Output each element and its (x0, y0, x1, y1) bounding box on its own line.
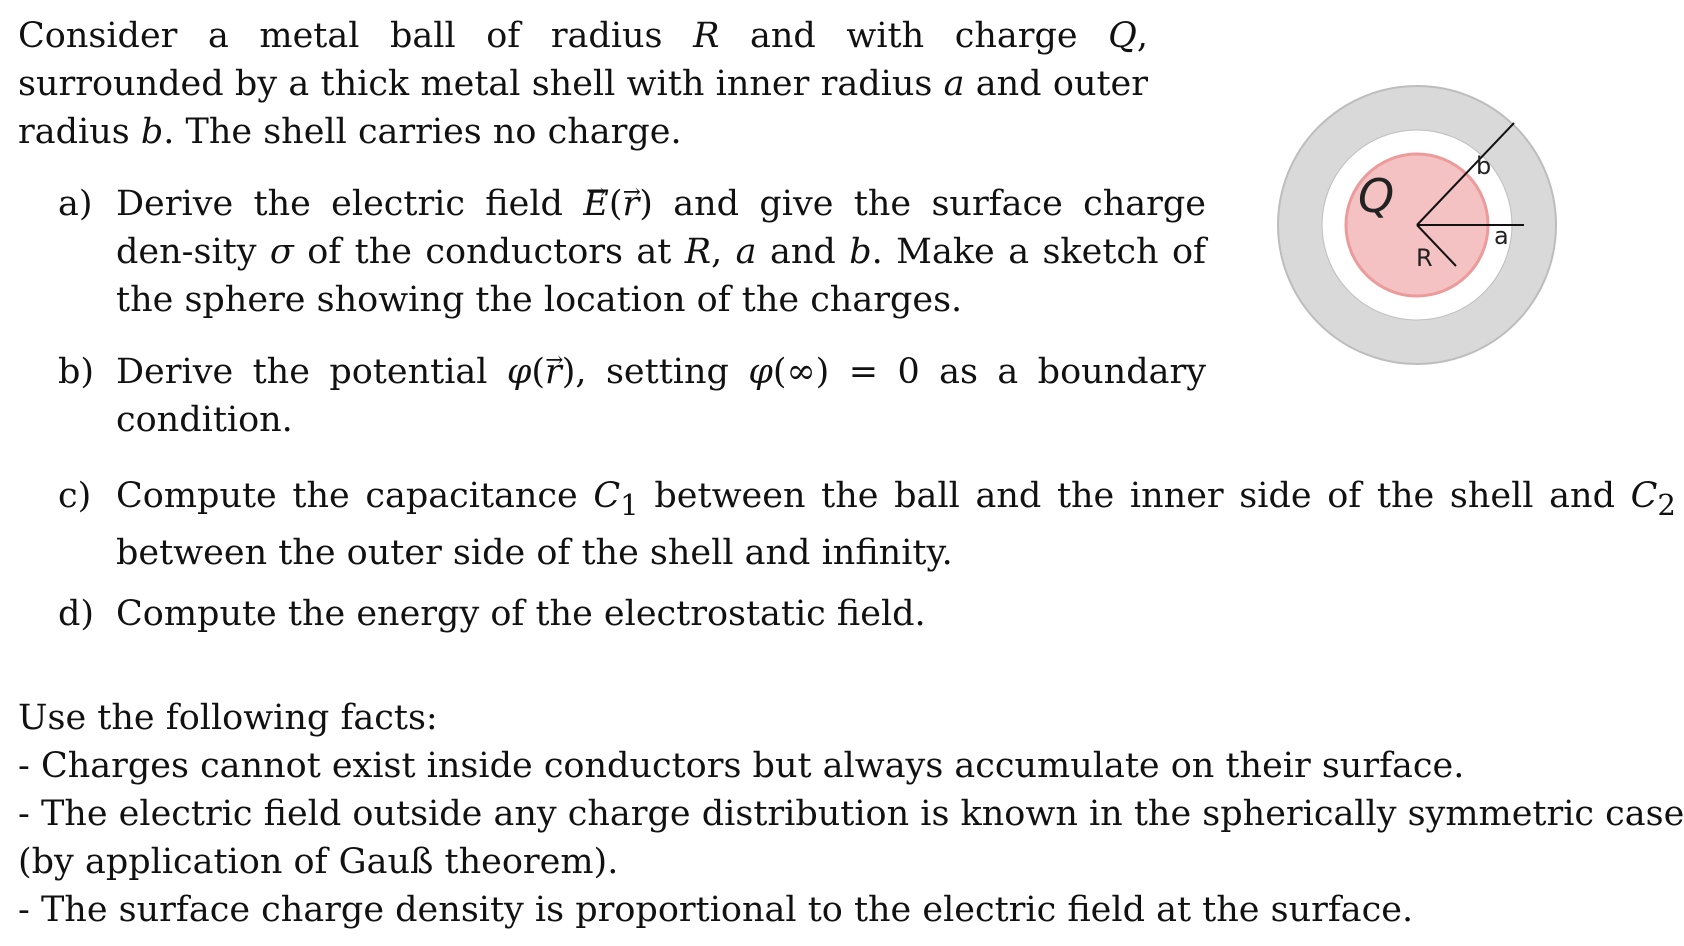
question-b-label: b) (58, 352, 95, 392)
symbol-r-vector: → r (623, 180, 640, 228)
question-b-text: Derive the potential φ(→ r), setting φ(∞) = 0 as a boundary condition. (116, 348, 1206, 444)
symbol-sigma: σ (269, 232, 294, 272)
fact-3: - The surface charge density is proportional to the electric field at the surface. (18, 890, 1414, 930)
question-a (58, 180, 1206, 324)
fact-2: - The electric field outside any charge distribution is known in the spherically symmetric case (18, 794, 1684, 834)
symbol-b: b (140, 112, 164, 152)
symbol-Q: Q (1108, 16, 1137, 56)
fact-2-continued: (by application of Gauß theorem). (18, 842, 619, 882)
symbol-C2: C (1630, 476, 1658, 516)
question-a-label: a) (58, 184, 93, 224)
facts-block (18, 694, 1684, 934)
symbol-C1: C (593, 476, 621, 516)
sphere-shell-diagram (1262, 70, 1572, 380)
symbol-R: R (693, 16, 720, 56)
question-d-label: d) (58, 594, 95, 634)
charge-label-Q: Q (1358, 169, 1395, 223)
question-d-text: Compute the energy of the electrostatic field. (116, 594, 926, 634)
facts-heading: Use the following facts: (18, 698, 438, 738)
question-d (58, 590, 1676, 638)
radius-label-a: a (1494, 222, 1509, 250)
question-c (58, 472, 1676, 577)
question-b (58, 348, 1206, 444)
symbol-E-vector: → E (583, 180, 609, 228)
question-c-label: c) (58, 476, 92, 516)
radius-label-b: b (1476, 152, 1492, 180)
question-c-text: Compute the capacitance $C_1$ between the ball and the inner side of the shell and $C_2$ between the outer side of the shell and infinity. (116, 476, 1676, 573)
radius-label-R: R (1416, 244, 1433, 272)
symbol-r-vector: → r (545, 348, 562, 396)
problem-intro: Consider a metal ball of radius R and with charge Q, surrounded by a thick metal shell with inner radius a and outer radius b. The shell carries no charge. (18, 16, 1148, 152)
question-a-text: Derive the electric field → E(→ r) and give the surface charge den-sity σ of the conductors at R, a and b. Make a sketch of the sphere showing the location of the charges. (116, 180, 1206, 324)
symbol-phi: φ (506, 352, 532, 392)
fact-1: - Charges cannot exist inside conductors but always accumulate on their surface. (18, 746, 1465, 786)
symbol-a: a (943, 64, 965, 104)
